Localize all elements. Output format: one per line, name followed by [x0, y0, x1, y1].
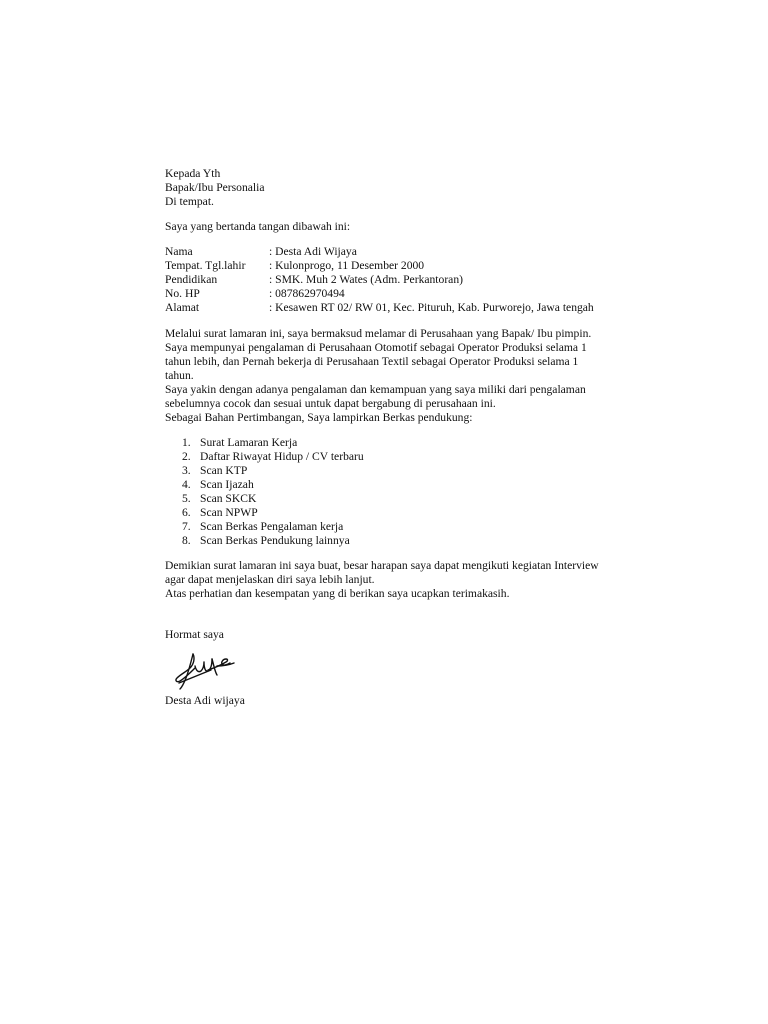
identity-row [165, 273, 594, 287]
body-line: tahun lebih, dan Pernah bekerja di Perusahaan Textil sebagai Operator Produksi selama 1 [165, 355, 579, 368]
identity-value: : Kesawen RT 02/ RW 01, Kec. Pituruh, Kab. Purworejo, Jawa tengah [269, 301, 594, 314]
list-item-text: Scan KTP [200, 464, 248, 477]
recipient-address [165, 167, 615, 209]
identity-row [165, 301, 594, 315]
list-item-text: Scan Ijazah [200, 478, 254, 491]
list-item [182, 520, 615, 534]
body-line: sebelumnya cocok dan sesuai untuk dapat bergabung di perusahaan ini. [165, 397, 496, 410]
list-item-text: Daftar Riwayat Hidup / CV terbaru [200, 450, 364, 463]
body-line: Saya mempunyai pengalaman di Perusahaan Otomotif sebagai Operator Produksi selama 1 [165, 341, 587, 354]
list-item [182, 534, 615, 548]
identity-label: Alamat [165, 301, 200, 314]
body-line: tahun. [165, 369, 194, 382]
identity-label: Nama [165, 245, 193, 258]
body-line: Saya yakin dengan adanya pengalaman dan kemampuan yang saya miliki dari pengalaman [165, 383, 586, 396]
identity-value: : Kulonprogo, 11 Desember 2000 [269, 259, 425, 272]
list-item-number: 6. [182, 506, 191, 519]
list-item-number: 1. [182, 436, 191, 449]
attachment-list [165, 436, 615, 548]
signer-name: Desta Adi wijaya [165, 694, 245, 707]
closing-paragraph [165, 559, 615, 601]
closing-line: Demikian surat lamaran ini saya buat, besar harapan saya dapat mengikuti kegiatan Interview [165, 559, 599, 572]
list-item-number: 7. [182, 520, 191, 533]
letter-body [165, 167, 615, 708]
list-item-number: 2. [182, 450, 191, 463]
list-item-text: Scan SKCK [200, 492, 257, 505]
identity-value: : Desta Adi Wijaya [269, 245, 357, 258]
closing-line: agar dapat menjelaskan diri saya lebih lanjut. [165, 573, 375, 586]
address-line-3: Di tempat. [165, 195, 214, 208]
intro-line: Saya yang bertanda tangan dibawah ini: [165, 220, 351, 233]
handwritten-signature [171, 642, 241, 694]
list-item [182, 478, 615, 492]
closing-line: Atas perhatian dan kesempatan yang di berikan saya ucapkan terimakasih. [165, 587, 510, 600]
list-item [182, 450, 615, 464]
body-paragraph [165, 327, 615, 425]
list-item [182, 506, 615, 520]
list-item-text: Scan Berkas Pengalaman kerja [200, 520, 344, 533]
identity-label: No. HP [165, 287, 200, 300]
identity-value: : SMK. Muh 2 Wates (Adm. Perkantoran) [269, 273, 463, 286]
list-item-number: 3. [182, 464, 191, 477]
body-line: Melalui surat lamaran ini, saya bermaksud melamar di Perusahaan yang Bapak/ Ibu pimpin. [165, 327, 592, 340]
identity-label: Pendidikan [165, 273, 218, 286]
address-line-1: Kepada Yth [165, 167, 221, 180]
signature-drawing [171, 642, 241, 694]
address-line-2: Bapak/Ibu Personalia [165, 181, 265, 194]
list-item-text: Scan NPWP [200, 506, 258, 519]
identity-value: : 087862970494 [269, 287, 345, 300]
list-item-text: Surat Lamaran Kerja [200, 436, 298, 449]
identity-row [165, 245, 594, 259]
list-item [182, 464, 615, 478]
list-item-number: 4. [182, 478, 191, 491]
list-item-number: 5. [182, 492, 191, 505]
salutation: Hormat saya [165, 628, 224, 641]
list-item-number: 8. [182, 534, 191, 547]
identity-table [165, 245, 594, 315]
list-item [182, 492, 615, 506]
identity-row [165, 287, 594, 301]
body-line: Sebagai Bahan Pertimbangan, Saya lampirkan Berkas pendukung: [165, 411, 473, 424]
identity-row [165, 259, 594, 273]
list-item [182, 436, 615, 450]
identity-label: Tempat. Tgl.lahir [165, 259, 246, 272]
list-item-text: Scan Berkas Pendukung lainnya [200, 534, 350, 547]
